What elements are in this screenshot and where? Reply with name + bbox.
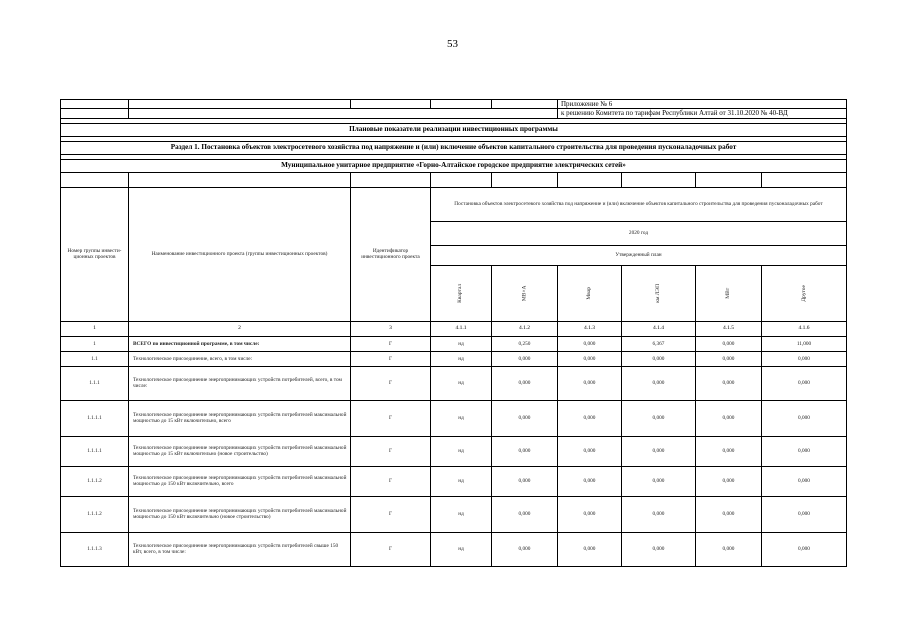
empty-cell <box>61 172 129 187</box>
header-plan: Утвержденный план <box>431 245 847 265</box>
annex-blank <box>431 100 492 109</box>
row-quarter: нд <box>431 351 492 366</box>
empty-cell <box>492 172 558 187</box>
empty-cell <box>431 172 492 187</box>
annex-blank <box>61 109 129 118</box>
row-value: 0,000 <box>558 336 622 351</box>
header-project-id: Идентификатор инвестиционного проекта <box>351 187 431 321</box>
row-value: 0,000 <box>492 351 558 366</box>
row-value: 0,000 <box>696 466 762 496</box>
investment-indicators-table <box>60 99 847 567</box>
row-name: Технологическое присоединение энергопринимающих устройств потребителей максимальной мощностью до 15 кВт включительно, всего <box>129 400 351 436</box>
org-title: Муниципальное унитарное предприятие «Горно-Алтайское городское предприятие электрических сетей» <box>61 159 847 172</box>
header-row <box>61 187 847 221</box>
row-number: 1.1.1 <box>61 366 129 400</box>
annex-row-2 <box>61 109 847 118</box>
row-name: Технологическое присоединение энергопринимающих устройств потребителей максимальной мощностью до 150 кВт включительно, всего <box>129 466 351 496</box>
table-row <box>61 496 847 532</box>
column-numbers-row <box>61 321 847 336</box>
row-value: 0,000 <box>622 366 696 400</box>
section-title: Раздел 1. Постановка объектов электросетевого хозяйства под напряжение и (или) включение объектов капитального строительства для проведения пусконаладочных работ <box>61 141 847 154</box>
unit-mvar: Мвар <box>558 265 622 321</box>
row-quarter: нд <box>431 400 492 436</box>
row-name: Технологическое присоединение, всего, в том числе: <box>129 351 351 366</box>
row-quarter: нд <box>431 532 492 566</box>
row-value: 0,000 <box>622 436 696 466</box>
annex-blank <box>129 109 558 118</box>
row-quarter: нд <box>431 496 492 532</box>
row-name: Технологическое присоединение энергопринимающих устройств потребителей максимальной мощностью до 150 кВт включительно (новое строительство) <box>129 496 351 532</box>
row-name: Технологическое присоединение энергопринимающих устройств потребителей свыше 150 кВт, всего, в том числе: <box>129 532 351 566</box>
row-name: ВСЕГО по инвестиционной программе, в том числе: <box>129 336 351 351</box>
column-number: 4.1.4 <box>622 321 696 336</box>
row-id: Г <box>351 532 431 566</box>
row-number: 1.1.1.1 <box>61 400 129 436</box>
row-value: 0,000 <box>696 496 762 532</box>
column-number: 4.1.1 <box>431 321 492 336</box>
unit-km-lep: км ЛЭП <box>622 265 696 321</box>
row-value: 0,000 <box>492 366 558 400</box>
row-id: Г <box>351 400 431 436</box>
row-value: 0,000 <box>558 366 622 400</box>
row-value: 0,000 <box>558 400 622 436</box>
table-row <box>61 366 847 400</box>
row-quarter: нд <box>431 466 492 496</box>
column-number: 2 <box>129 321 351 336</box>
row-value: 0,000 <box>696 366 762 400</box>
page-number: 53 <box>447 38 458 50</box>
row-id: Г <box>351 351 431 366</box>
empty-cell <box>558 172 622 187</box>
row-number: 1.1 <box>61 351 129 366</box>
table-row <box>61 532 847 566</box>
column-number: 1 <box>61 321 129 336</box>
row-number: 1.1.1.2 <box>61 496 129 532</box>
row-value: 0,000 <box>622 532 696 566</box>
row-id: Г <box>351 436 431 466</box>
table-row <box>61 436 847 466</box>
row-value: 0,000 <box>696 351 762 366</box>
column-number: 4.1.2 <box>492 321 558 336</box>
row-value: 0,000 <box>492 496 558 532</box>
row-value: 0,000 <box>762 366 847 400</box>
row-name: Технологическое присоединение энергопринимающих устройств потребителей максимальной мощностью до 15 кВт включительно (новое строительство) <box>129 436 351 466</box>
row-value: 0,000 <box>762 351 847 366</box>
row-name: Технологическое присоединение энергопринимающих устройств потребителей, всего, в том числе: <box>129 366 351 400</box>
row-quarter: нд <box>431 436 492 466</box>
annex-blank <box>61 100 129 109</box>
header-group-number: Номер группы инвести-ционных проектов <box>61 187 129 321</box>
column-number: 4.1.5 <box>696 321 762 336</box>
unit-other: Другое <box>762 265 847 321</box>
row-number: 1.1.1.3 <box>61 532 129 566</box>
header-year: 2020 год <box>431 221 847 245</box>
annex-line-1: Приложение № 6 <box>558 100 847 109</box>
header-project-name: Наименование инвестиционного проекта (группы инвестиционных проектов) <box>129 187 351 321</box>
row-value: 0,000 <box>762 532 847 566</box>
row-value: 0,000 <box>492 466 558 496</box>
row-number: 1.1.1.2 <box>61 466 129 496</box>
table-row <box>61 351 847 366</box>
empty-cell <box>622 172 696 187</box>
row-id: Г <box>351 496 431 532</box>
row-quarter: нд <box>431 366 492 400</box>
row-value: 0,000 <box>696 532 762 566</box>
column-number: 4.1.3 <box>558 321 622 336</box>
row-value: 0,000 <box>762 496 847 532</box>
annex-blank <box>351 100 431 109</box>
row-value: 6,367 <box>622 336 696 351</box>
annex-blank <box>492 100 558 109</box>
row-id: Г <box>351 466 431 496</box>
row-value: 0,000 <box>622 351 696 366</box>
row-value: 0,000 <box>696 400 762 436</box>
unit-mw: МВт <box>696 265 762 321</box>
row-value: 0,000 <box>622 400 696 436</box>
table-row <box>61 466 847 496</box>
column-number: 4.1.6 <box>762 321 847 336</box>
row-id: Г <box>351 336 431 351</box>
org-title-row <box>61 159 847 172</box>
unit-mva: МВ×А <box>492 265 558 321</box>
row-value: 0,000 <box>762 466 847 496</box>
row-number: 1 <box>61 336 129 351</box>
row-quarter: нд <box>431 336 492 351</box>
empty-cell <box>351 172 431 187</box>
annex-row-1 <box>61 100 847 109</box>
row-value: 0,000 <box>762 436 847 466</box>
row-value: 0,000 <box>492 532 558 566</box>
row-value: 0,000 <box>492 400 558 436</box>
row-value: 0,000 <box>696 336 762 351</box>
row-value: 0,000 <box>762 400 847 436</box>
table-row <box>61 400 847 436</box>
table-row <box>61 336 847 351</box>
row-value: 11,000 <box>762 336 847 351</box>
row-value: 0,250 <box>492 336 558 351</box>
main-title: Плановые показатели реализации инвестиционных программы <box>61 123 847 136</box>
empty-cell <box>696 172 762 187</box>
column-number: 3 <box>351 321 431 336</box>
unit-quarter: Квартал <box>431 265 492 321</box>
section-title-row <box>61 141 847 154</box>
empty-row <box>61 172 847 187</box>
row-value: 0,000 <box>622 496 696 532</box>
row-number: 1.1.1.1 <box>61 436 129 466</box>
row-value: 0,000 <box>696 436 762 466</box>
row-value: 0,000 <box>492 436 558 466</box>
annex-blank <box>129 100 351 109</box>
row-value: 0,000 <box>558 436 622 466</box>
row-value: 0,000 <box>558 532 622 566</box>
empty-cell <box>762 172 847 187</box>
row-value: 0,000 <box>622 466 696 496</box>
header-super: Постановка объектов электросетевого хозяйства под напряжение и (или) включение объектов капитального строительства для проведения пусконаладочных работ <box>431 187 847 221</box>
annex-line-2: к решению Комитета по тарифам Республики Алтай от 31.10.2020 № 40-ВД <box>558 109 847 118</box>
row-id: Г <box>351 366 431 400</box>
row-value: 0,000 <box>558 496 622 532</box>
empty-cell <box>129 172 351 187</box>
row-value: 0,000 <box>558 351 622 366</box>
row-value: 0,000 <box>558 466 622 496</box>
main-title-row <box>61 123 847 136</box>
